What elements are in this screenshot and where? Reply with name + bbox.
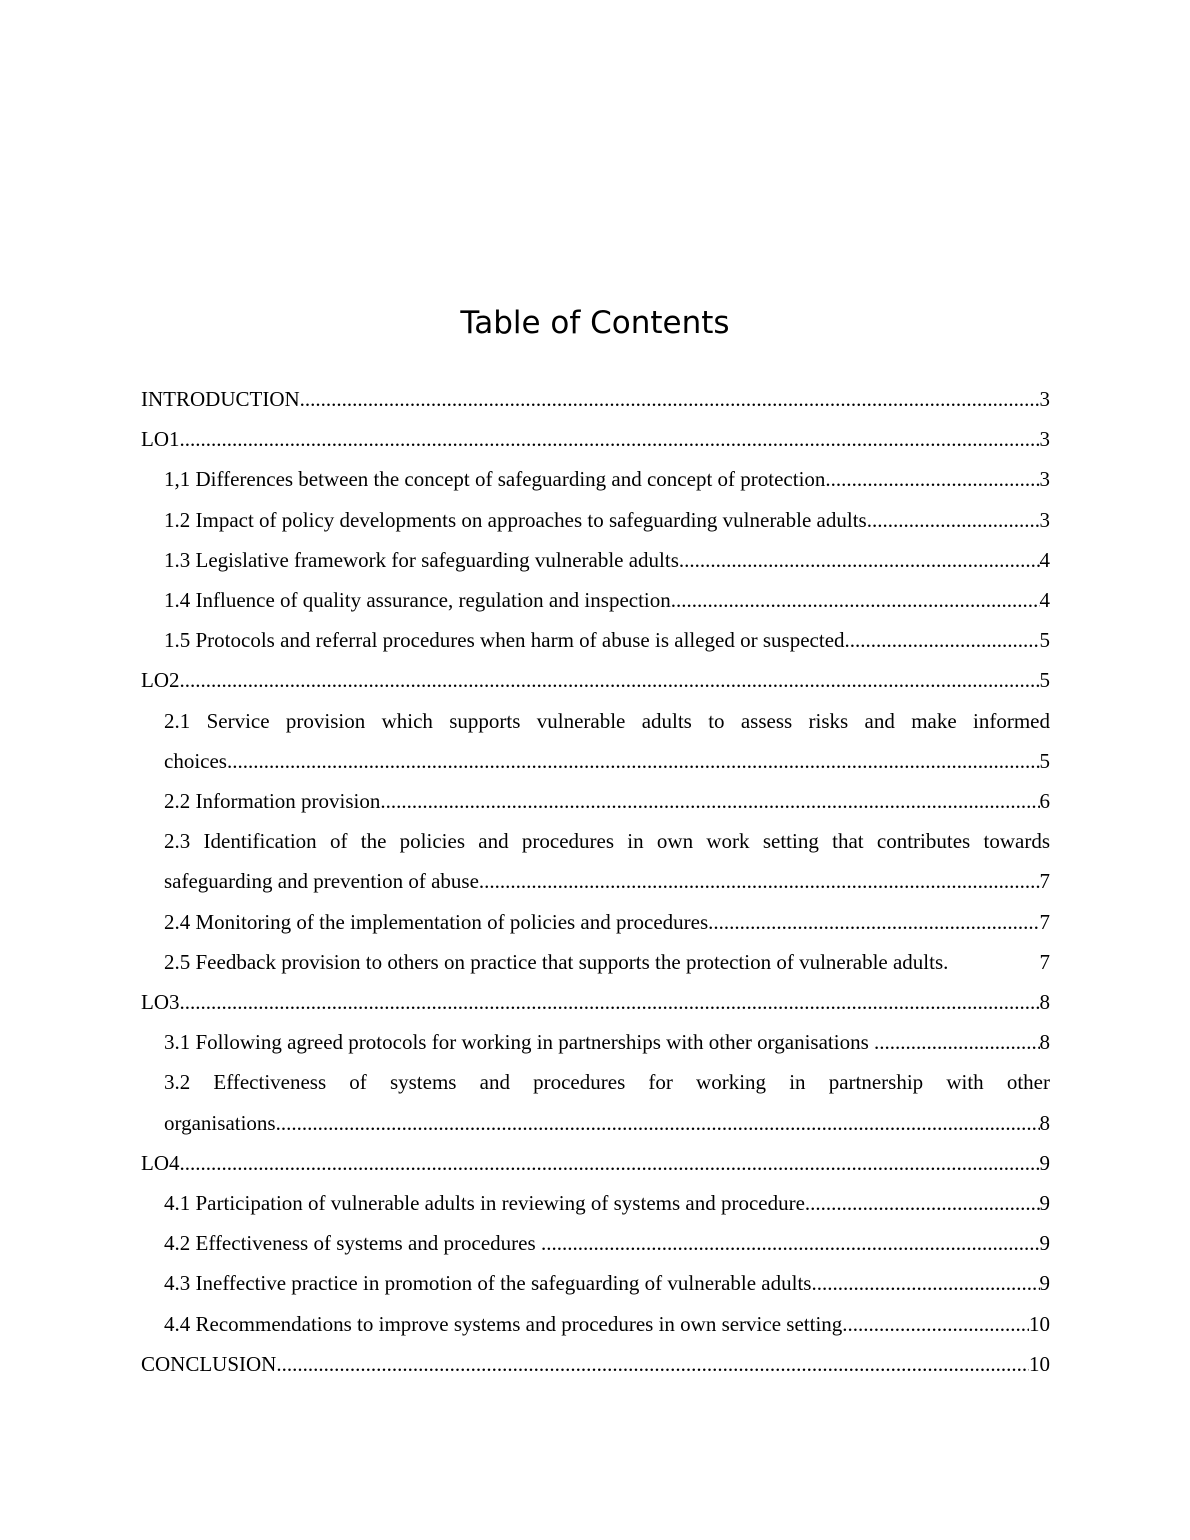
toc-entry-4-4[interactable] [164,1304,1050,1344]
toc-entry-2-2[interactable] [164,781,1050,821]
dot-leader [380,781,1039,821]
dot-leader [671,580,1040,620]
toc-entry-introduction[interactable] [141,379,1050,419]
toc-page-number: 5 [1039,748,1050,773]
dot-leader [805,1183,1040,1223]
toc-entry-text-line1: 2.1 Service provision which supports vulnerable adults to assess risks and make informed [164,708,1050,733]
dot-leader [479,861,1040,901]
toc-entry-text: 4.1 Participation of vulnerable adults in reviewing of systems and procedure [164,1191,805,1216]
toc-entry-2-5[interactable] [164,942,1050,982]
toc-page-number: 9 [1039,1191,1050,1216]
dot-leader [227,741,1040,781]
toc-entry-4-2[interactable] [164,1223,1050,1263]
toc-page-number: 8 [1039,1030,1050,1055]
dot-leader [825,459,1039,499]
dot-leader [180,660,1040,700]
dot-leader [180,1143,1040,1183]
toc-entry-2-4[interactable] [164,902,1050,942]
toc-entry-4-3[interactable] [164,1263,1050,1303]
toc-page-number: 4 [1039,588,1050,613]
toc-entry-text: INTRODUCTION [141,387,300,411]
toc-entry-text: organisations [164,1110,276,1135]
toc-entry-1-5[interactable] [164,620,1050,660]
toc-page-number: 4 [1039,547,1050,572]
toc-page-number: 9 [1039,1150,1050,1175]
dot-leader [708,902,1039,942]
toc-entry-1-4[interactable] [164,580,1050,620]
toc-page-number: 9 [1039,1271,1050,1296]
toc-title: Table of Contents [460,305,730,341]
toc-entry-text: 2.4 Monitoring of the implementation of policies and procedures [164,909,709,934]
toc-entry-text: 2.2 Information provision [164,789,381,814]
toc-entry-text-line1: 2.3 Identification of the policies and procedures in own work setting that contributes towards [164,829,1050,854]
toc-entry-text: 1,1 Differences between the concept of safeguarding and concept of protection [164,467,826,492]
toc-entry-1-1[interactable] [164,459,1050,499]
dot-leader [180,982,1040,1022]
toc-page-number: 3 [1039,467,1050,492]
toc-page-number: 7 [1039,869,1050,894]
toc-entry-text: 1.4 Influence of quality assurance, regulation and inspection [164,588,671,613]
dot-leader [276,1103,1040,1143]
dot-leader [845,620,1040,660]
toc-entry-text: 1.3 Legislative framework for safeguarding vulnerable adults [164,547,679,572]
dot-leader [867,500,1040,540]
toc-entry-text: LO3 [141,990,180,1015]
toc-entry-text: 2.5 Feedback provision to others on practice that supports the protection of vulnerable adults. [164,949,949,974]
toc-page-number: 8 [1039,990,1050,1015]
toc-entry-text: 3.1 Following agreed protocols for working in partnerships with other organisations [164,1030,875,1055]
toc-list [141,379,1050,1384]
toc-entry-text: LO2 [141,668,180,693]
toc-entry-text: choices [164,748,227,773]
toc-entry-text: 4.4 Recommendations to improve systems and procedures in own service setting [164,1311,843,1336]
toc-entry-1-3[interactable] [164,540,1050,580]
dot-leader [874,1022,1039,1062]
toc-entry-text: 1.2 Impact of policy developments on approaches to safeguarding vulnerable adults [164,507,867,532]
toc-page-number: 6 [1039,789,1050,814]
toc-entry-conclusion[interactable] [141,1344,1050,1384]
toc-entry-2-1[interactable] [164,701,1050,781]
toc-entry-lo2[interactable] [141,660,1050,700]
toc-entry-3-1[interactable] [164,1022,1050,1062]
toc-entry-lo3[interactable] [141,982,1050,1022]
dot-leader [276,1344,1029,1384]
toc-entry-lo4[interactable] [141,1143,1050,1183]
toc-entry-text: 4.3 Ineffective practice in promotion of the safeguarding of vulnerable adults [164,1271,812,1296]
toc-page-number: 8 [1039,1110,1050,1135]
dot-leader [842,1304,1029,1344]
toc-entry-4-1[interactable] [164,1183,1050,1223]
toc-page-number: 7 [1039,949,1050,974]
toc-page-number: 9 [1039,1231,1050,1256]
dot-leader [180,419,1040,459]
toc-entry-lo1[interactable] [141,419,1050,459]
toc-page-number: 10 [1029,1351,1050,1376]
toc-entry-text: 1.5 Protocols and referral procedures when harm of abuse is alleged or suspected [164,628,845,653]
toc-page-number: 7 [1039,909,1050,934]
toc-entry-text: CONCLUSION [141,1351,277,1376]
toc-entry-1-2[interactable] [164,500,1050,540]
toc-entry-text: LO1 [141,427,180,452]
toc-page-number: 5 [1039,628,1050,653]
toc-page-number: 3 [1039,507,1050,532]
toc-page-number: 5 [1039,668,1050,693]
toc-entry-text: 4.2 Effectiveness of systems and procedures [164,1231,541,1256]
dot-leader [811,1263,1039,1303]
toc-entry-text: safeguarding and prevention of abuse [164,869,479,894]
dot-leader [300,379,1040,419]
toc-entry-text-line1: 3.2 Effectiveness of systems and procedures for working in partnership with other [164,1070,1050,1095]
toc-entry-3-2[interactable] [164,1062,1050,1142]
toc-entry-text: LO4 [141,1150,180,1175]
toc-page-number: 10 [1029,1311,1050,1336]
toc-entry-2-3[interactable] [164,821,1050,901]
dot-leader [541,1223,1040,1263]
dot-leader [679,540,1040,580]
toc-page-number: 3 [1039,427,1050,452]
toc-page-number: 3 [1039,387,1050,411]
